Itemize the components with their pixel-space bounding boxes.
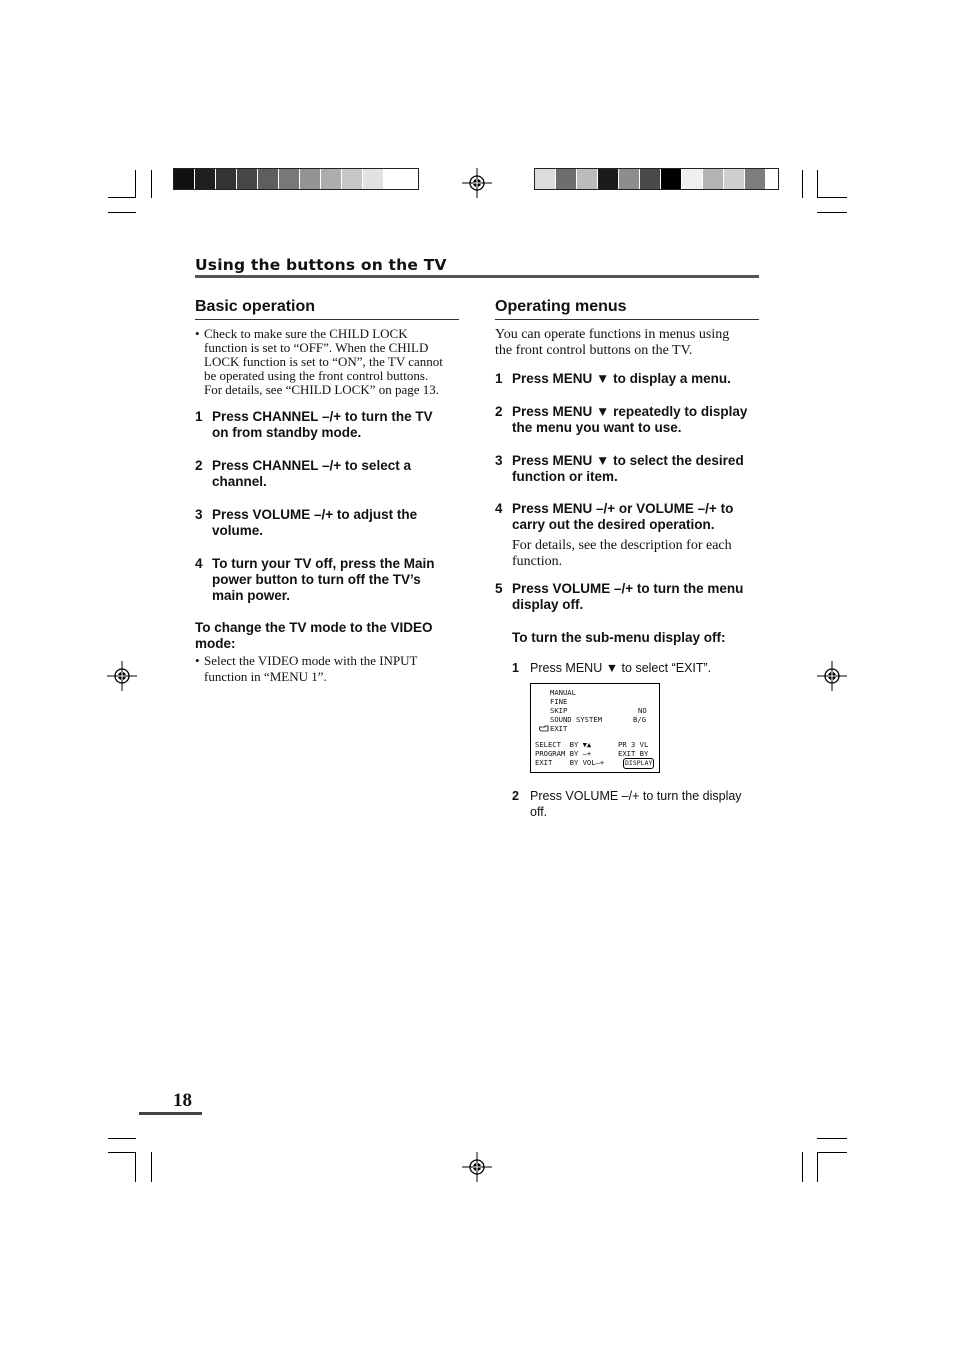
menu-item: MANUAL	[550, 688, 576, 697]
step-text: Press MENU ▼ to select “EXIT”.	[530, 661, 712, 675]
crop-mark	[802, 170, 803, 198]
crop-mark	[151, 170, 152, 198]
crop-mark	[108, 197, 136, 198]
step-number: 2	[495, 404, 503, 419]
color-swatch	[556, 169, 577, 189]
menu-footer-program: PROGRAM BY –+	[535, 749, 592, 758]
text-line: be operated using the front control buttons.	[204, 368, 429, 383]
step-text: Press MENU ▼ to select the desired	[512, 453, 744, 468]
step-4-detail	[512, 538, 732, 570]
step-text: carry out the desired operation.	[512, 517, 715, 532]
step-text: main power.	[212, 588, 291, 603]
registration-mark-icon	[107, 661, 137, 691]
menu-footer-pr: PR 3 VL	[618, 740, 649, 749]
step-number: 5	[495, 581, 503, 596]
registration-mark-icon	[817, 661, 847, 691]
text-line: function.	[512, 554, 563, 569]
step-text: volume.	[212, 523, 264, 538]
color-swatch	[174, 169, 195, 189]
color-swatch	[661, 169, 682, 189]
step-text: Press MENU ▼ repeatedly to display	[512, 404, 748, 419]
text-line: Check to make sure the CHILD LOCK	[204, 326, 408, 341]
step-text: on from standby mode.	[212, 425, 362, 440]
color-swatch	[745, 169, 766, 189]
operating-intro	[495, 327, 729, 359]
step-number: 4	[495, 501, 503, 516]
menu-footer-select: SELECT BY ▼▲	[535, 740, 592, 749]
operating-menus-heading: Operating menus	[495, 298, 627, 315]
step-text: To turn your TV off, press the Main	[212, 556, 435, 571]
submenu-heading: To turn the sub-menu display off:	[512, 630, 726, 645]
text-line: Select the VIDEO mode with the INPUT	[204, 653, 418, 668]
text-line: For details, see the description for each	[512, 538, 732, 553]
text-line: the front control buttons on the TV.	[495, 343, 693, 358]
step-number: 1	[495, 371, 503, 386]
crop-mark	[817, 212, 847, 213]
step-text: function or item.	[512, 469, 618, 484]
color-swatch	[703, 169, 724, 189]
color-swatch	[363, 169, 384, 189]
menu-footer-exit: EXIT BY VOL–+	[535, 758, 605, 767]
page-number: 18	[173, 1090, 192, 1111]
menu-item: SOUND SYSTEM	[550, 715, 602, 724]
text-line: function is set to “OFF”. When the CHILD	[204, 340, 429, 355]
color-swatch	[195, 169, 216, 189]
crop-mark	[135, 170, 136, 198]
step-number: 1	[195, 409, 203, 424]
basic-operation-heading: Basic operation	[195, 298, 316, 315]
crop-mark	[108, 1152, 136, 1153]
step-number: 4	[195, 556, 203, 571]
step-text: Press CHANNEL –/+ to select a	[212, 458, 411, 473]
crop-mark	[817, 1152, 847, 1153]
color-swatch	[535, 169, 556, 189]
step-text: channel.	[212, 474, 267, 489]
step-number: 2	[512, 789, 519, 803]
crop-mark	[802, 1152, 803, 1182]
crop-mark	[817, 1138, 847, 1139]
video-mode-heading	[195, 620, 433, 652]
color-swatch	[598, 169, 619, 189]
color-bar-left	[173, 168, 419, 190]
step-text: Press CHANNEL –/+ to turn the TV	[212, 409, 433, 424]
step-number: 3	[495, 453, 503, 468]
step-number: 2	[195, 458, 203, 473]
crop-mark	[151, 1152, 152, 1182]
page-title: Using the buttons on the TV	[195, 256, 447, 274]
menu-screen	[530, 683, 660, 773]
color-swatch	[300, 169, 321, 189]
step-text: the menu you want to use.	[512, 420, 682, 435]
step-number: 3	[195, 507, 203, 522]
crop-mark	[817, 1152, 818, 1182]
page-number-rule	[139, 1112, 202, 1115]
step-text: Press VOLUME –/+ to adjust the	[212, 507, 418, 522]
color-swatch	[682, 169, 703, 189]
step-text: Press VOLUME –/+ to turn the menu	[512, 581, 744, 596]
text-line: You can operate functions in menus using	[495, 327, 730, 342]
step-text: Press MENU –/+ or VOLUME –/+ to	[512, 501, 734, 516]
section-rule	[495, 319, 759, 320]
color-swatch	[342, 169, 363, 189]
color-bar-right	[534, 168, 779, 190]
title-rule	[195, 275, 759, 278]
step-text: off.	[530, 805, 548, 819]
display-button-label: DISPLAY	[623, 758, 654, 769]
crop-mark	[817, 197, 847, 198]
color-swatch	[384, 169, 405, 189]
step-text: Press MENU ▼ to display a menu.	[512, 371, 731, 386]
crop-mark	[108, 212, 136, 213]
menu-item: SKIP	[550, 706, 568, 715]
menu-item-exit: EXIT	[550, 724, 568, 733]
step-text: Press VOLUME –/+ to turn the display	[530, 789, 742, 803]
section-rule	[195, 319, 459, 320]
crop-mark	[135, 1152, 136, 1182]
menu-footer-exit-by: EXIT BY	[618, 749, 649, 758]
color-swatch	[216, 169, 237, 189]
bullet-dot: •	[195, 326, 200, 341]
color-swatch	[279, 169, 300, 189]
color-swatch	[258, 169, 279, 189]
registration-mark-icon	[462, 1152, 492, 1182]
text-line: For details, see “CHILD LOCK” on page 13.	[204, 382, 440, 397]
color-swatch	[577, 169, 598, 189]
crop-mark	[108, 1138, 136, 1139]
crop-mark	[817, 170, 818, 198]
menu-value: B/G	[633, 715, 646, 724]
color-swatch	[321, 169, 342, 189]
menu-item: FINE	[550, 697, 568, 706]
text-line: LOCK function is set to “ON”, the TV cannot	[204, 354, 443, 369]
heading-line: To change the TV mode to the VIDEO	[195, 620, 433, 635]
color-swatch	[237, 169, 258, 189]
registration-mark-icon	[462, 168, 492, 198]
heading-line: mode:	[195, 636, 236, 651]
color-swatch	[619, 169, 640, 189]
pointing-hand-icon	[539, 725, 549, 733]
text-line: function in “MENU 1”.	[204, 669, 327, 684]
bullet-dot: •	[195, 653, 200, 668]
menu-value: NO	[638, 706, 647, 715]
step-text: display off.	[512, 597, 584, 612]
step-number: 1	[512, 661, 519, 675]
color-swatch	[724, 169, 745, 189]
color-swatch	[640, 169, 661, 189]
step-text: power button to turn off the TV’s	[212, 572, 421, 587]
